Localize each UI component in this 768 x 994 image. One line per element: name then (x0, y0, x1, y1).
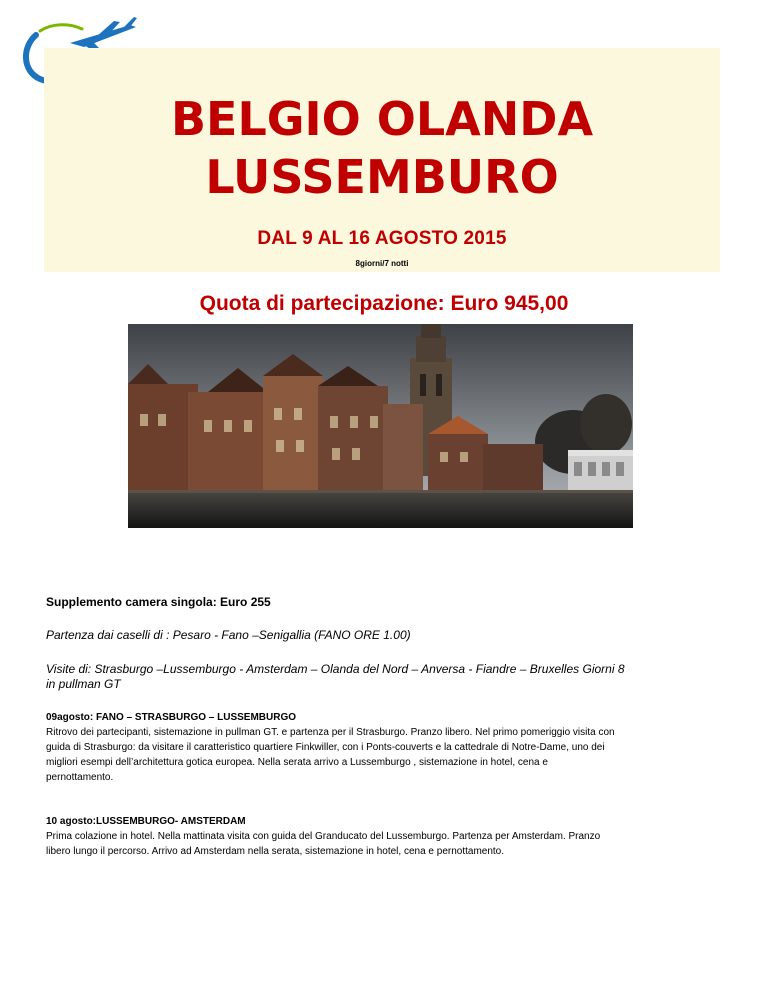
canal-city-photo (128, 324, 633, 528)
departure-info: Partenza dai caselli di : Pesaro - Fano –Senigallia (FANO ORE 1.00) (46, 628, 411, 642)
day-2-line: Prima colazione in hotel. Nella mattinata visita con guida del Granducato del Lussemburgo. Partenza per Amsterdam. Pranzo (46, 831, 601, 842)
day-2-heading: 10 agosto:LUSSEMBURGO- AMSTERDAM (46, 816, 246, 827)
day-1-heading: 09agosto: FANO – STRASBURGO – LUSSEMBURGO (46, 712, 297, 723)
single-room-supplement: Supplemento camera singola: Euro 255 (46, 595, 271, 609)
trip-dates: DAL 9 AL 16 AGOSTO 2015 (257, 228, 507, 249)
day-1-line: pernottamento. (46, 772, 114, 783)
day-2-block (46, 814, 736, 859)
visits-line: in pullman GT (46, 677, 121, 691)
price-heading: Quota di partecipazione: Euro 945,00 (199, 292, 569, 315)
visits-info (46, 662, 736, 692)
title-line-2: LUSSEMBURO (205, 150, 559, 204)
title-line-1: BELGIO OLANDA (170, 92, 594, 146)
trip-duration: 8giorni/7 notti (355, 259, 409, 268)
day-1-line: guida di Strasburgo: da visitare il caratteristico quartiere Finkwiller, con i Ponts-couverts e la cattedrale di Notre-Dame, uno dei (46, 742, 605, 753)
day-1-line: migliori esempi dell’architettura gotica europea. Nella serata arrivo a Lussemburgo , sistemazione in hotel, cena e (46, 757, 548, 768)
hero-banner (44, 48, 720, 272)
day-2-line: libero lungo il percorso. Arrivo ad Amsterdam nella serata, sistemazione in hotel, cena e pernottamento. (46, 846, 505, 857)
visits-line: Visite di: Strasburgo –Lussemburgo - Amsterdam – Olanda del Nord – Anversa - Fiandre – Bruxelles Giorni 8 (46, 662, 625, 676)
day-1-line: Ritrovo dei partecipanti, sistemazione in pullman GT. e partenza per il Strasburgo. Pranzo libero. Nel primo pomeriggio visita con (46, 727, 615, 738)
page-title (44, 90, 720, 206)
day-1-block (46, 710, 736, 785)
